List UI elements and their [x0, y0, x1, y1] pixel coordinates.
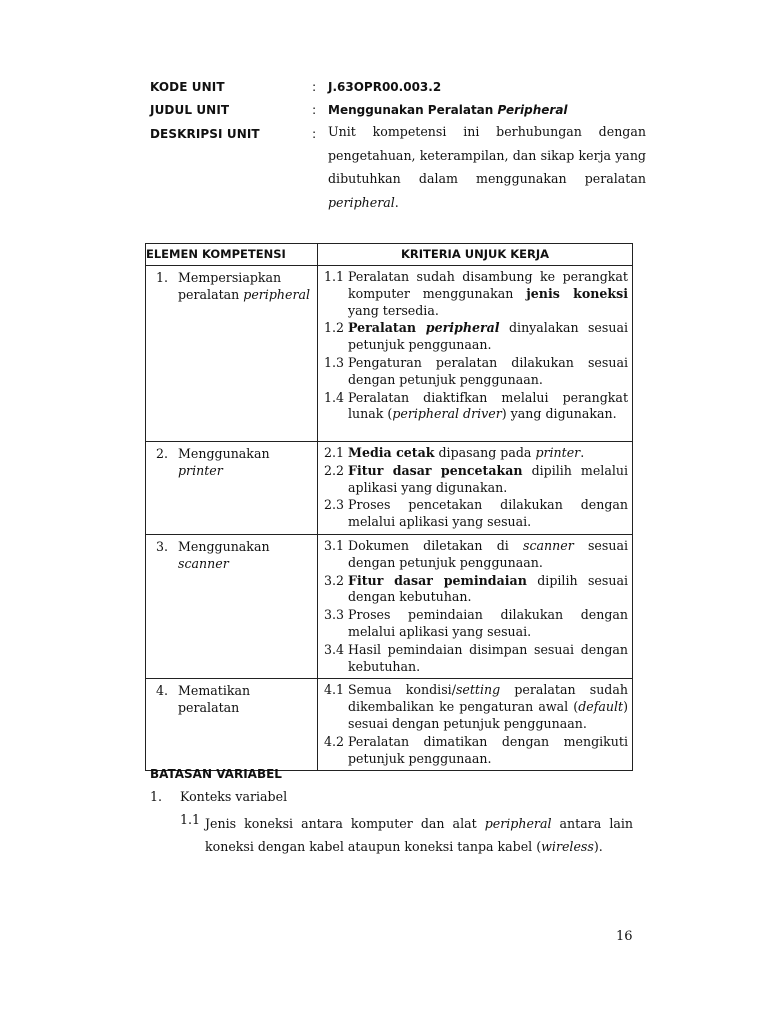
table-row	[146, 679, 633, 771]
element-number: 4.	[156, 683, 169, 699]
batasan-sub-italic: wireless	[541, 839, 594, 854]
criteria-number: 1.2	[324, 320, 345, 336]
criteria-cell	[318, 442, 633, 535]
element-text	[178, 683, 250, 717]
criteria-text-part: dipilih sesuai dengan kebutuhan.	[348, 572, 628, 605]
batasan-sub-italic: peripheral	[484, 816, 552, 831]
col-header-kriteria: KRITERIA UNJUK KERJA	[318, 244, 633, 266]
criteria-item	[324, 390, 628, 424]
batasan-item-number: 1.	[150, 789, 163, 804]
criteria-item	[324, 573, 628, 607]
criteria-number: 3.4	[324, 641, 345, 657]
criteria-number: 1.1	[324, 269, 345, 284]
criteria-text: Hasil pemindaian disimpan sesuai dengan kebutuhan.	[348, 641, 628, 674]
criteria-text-part: peralatan sudah dikembalikan ke pengaturan awal (	[348, 682, 628, 715]
criteria-text-italic: printer	[535, 445, 581, 460]
criteria-text	[348, 390, 628, 424]
element-cell	[146, 679, 318, 771]
batasan-sub-number: 1.1	[180, 812, 201, 827]
criteria-text: Pengaturan peralatan dilakukan sesuai dengan petunjuk penggunaan.	[348, 354, 628, 387]
criteria-text: Proses pencetakan dilakukan dengan melalui aplikasi yang sesuai.	[348, 497, 628, 530]
element-item	[146, 535, 317, 573]
criteria-cell	[318, 534, 633, 678]
criteria-text-part: dipilih melalui aplikasi yang digunakan.	[348, 462, 628, 495]
element-text-a: Menggunakan	[178, 538, 270, 554]
criteria-text	[348, 445, 628, 462]
element-number: 1.	[156, 270, 169, 285]
criteria-number: 1.3	[324, 354, 345, 370]
criteria-text-bold: Media cetak	[348, 445, 435, 460]
deskripsi-line-3: dibutuhkan dalam menggunakan peralatan	[328, 171, 646, 186]
table-row	[146, 266, 633, 442]
deskripsi-unit-colon: :	[312, 126, 317, 141]
criteria-text-part: dipasang pada	[434, 445, 536, 460]
competency-table	[145, 243, 633, 771]
batasan-sub-part: antara lain koneksi dengan kabel ataupun koneksi tanpa kabel (	[205, 816, 633, 854]
page-number: 16	[616, 929, 633, 944]
criteria-item	[324, 463, 628, 497]
criteria-cell	[318, 266, 633, 442]
criteria-text: Proses pemindaian dilakukan dengan melalui aplikasi yang sesuai.	[348, 607, 628, 639]
criteria-text	[348, 269, 628, 319]
element-text-b-italic: peripheral	[243, 286, 311, 302]
criteria-text	[348, 320, 628, 354]
criteria-item	[324, 497, 628, 531]
criteria-text: Peralatan dimatikan dengan mengikuti petunjuk penggunaan.	[348, 733, 628, 766]
table-row	[146, 534, 633, 678]
deskripsi-last-italic: peripheral	[328, 194, 395, 210]
batasan-sub-part: ).	[593, 839, 603, 854]
judul-unit-value	[328, 103, 568, 117]
deskripsi-last-end: .	[394, 194, 399, 210]
criteria-item	[324, 269, 628, 319]
criteria-text-part: Peralatan diaktifkan melalui perangkat lunak (	[348, 389, 628, 422]
criteria-item	[324, 320, 628, 354]
criteria-number: 2.2	[324, 462, 345, 478]
element-text-a: Mempersiapkan	[178, 270, 282, 285]
criteria-item	[324, 682, 628, 732]
element-cell	[146, 266, 318, 442]
element-number: 3.	[156, 538, 169, 554]
element-cell	[146, 534, 318, 678]
criteria-item	[324, 355, 628, 389]
batasan-item-label: Konteks variabel	[180, 789, 288, 804]
criteria-text-part: .	[580, 445, 585, 460]
element-text-b-italic: scanner	[178, 555, 229, 571]
criteria-text-bold: Fitur dasar pencetakan	[348, 462, 523, 478]
element-cell	[146, 442, 318, 535]
criteria-text-bold-italic: peripheral	[425, 320, 500, 336]
criteria-text-part: Peralatan sudah disambung ke perangkat komputer menggunakan	[348, 269, 628, 301]
table-row	[146, 442, 633, 535]
element-text	[178, 539, 270, 573]
criteria-number: 1.4	[324, 389, 345, 405]
col-header-elemen: ELEMEN KOMPETENSI	[146, 244, 318, 266]
criteria-text-bold: Peralatan	[348, 320, 426, 336]
kode-unit-label: KODE UNIT	[150, 80, 225, 94]
element-text-a: Menggunakan	[178, 446, 270, 461]
criteria-text-part: dinyalakan sesuai petunjuk penggunaan.	[348, 320, 628, 353]
criteria-number: 3.2	[324, 572, 345, 588]
element-text	[178, 446, 270, 480]
criteria-text-part: sesuai dengan petunjuk penggunaan.	[348, 537, 628, 570]
element-text-b: peralatan	[178, 286, 244, 302]
element-number: 2.	[156, 446, 169, 461]
batasan-sub-part: Jenis koneksi antara komputer dan alat	[205, 816, 485, 831]
judul-unit-label: JUDUL UNIT	[150, 103, 230, 117]
criteria-text-italic: setting	[455, 682, 501, 698]
element-item	[146, 442, 317, 480]
criteria-item	[324, 642, 628, 676]
judul-unit-colon: :	[312, 102, 317, 117]
kode-unit-colon: :	[312, 79, 317, 94]
criteria-text	[348, 538, 628, 572]
criteria-number: 4.2	[324, 733, 345, 749]
deskripsi-line-2: pengetahuan, keterampilan, dan sikap kerja yang	[328, 147, 646, 163]
criteria-item	[324, 538, 628, 572]
criteria-item	[324, 607, 628, 641]
batasan-sub-text	[205, 812, 633, 858]
criteria-text-italic: default	[578, 699, 624, 715]
element-text-a: Mematikan	[178, 683, 251, 699]
criteria-cell	[318, 679, 633, 771]
criteria-text-italic: peripheral driver	[392, 406, 502, 422]
table-header-row	[146, 244, 633, 266]
judul-unit-value-plain: Menggunakan Peralatan	[328, 103, 498, 117]
element-text-b: peralatan	[178, 700, 240, 716]
criteria-text	[348, 682, 628, 732]
criteria-number: 2.1	[324, 445, 345, 460]
criteria-number: 4.1	[324, 682, 345, 698]
criteria-text-italic: scanner	[523, 537, 574, 553]
deskripsi-unit-text	[328, 120, 646, 214]
kode-unit-value: J.63OPR00.003.2	[328, 80, 442, 94]
criteria-item	[324, 445, 628, 462]
batasan-heading: BATASAN VARIABEL	[150, 767, 282, 781]
criteria-text-part: ) sesuai dengan petunjuk penggunaan.	[348, 699, 628, 731]
criteria-text-bold: jenis koneksi	[526, 285, 628, 301]
judul-unit-value-italic: Peripheral	[497, 103, 568, 117]
criteria-text-part: yang tersedia.	[348, 302, 439, 318]
deskripsi-unit-label: DESKRIPSI UNIT	[150, 127, 260, 141]
element-text-b-italic: printer	[178, 462, 223, 478]
criteria-text-bold: Fitur dasar pemindaian	[348, 572, 527, 588]
criteria-text-part: Dokumen diletakan di	[348, 537, 524, 553]
criteria-text-part: ) yang digunakan.	[501, 406, 617, 422]
deskripsi-line-4	[328, 191, 646, 215]
criteria-text	[348, 573, 628, 607]
element-text	[178, 270, 310, 304]
deskripsi-line-1: Unit kompetensi ini berhubungan dengan	[328, 124, 646, 139]
criteria-number: 3.3	[324, 607, 345, 623]
criteria-number: 3.1	[324, 537, 345, 553]
element-item	[146, 679, 317, 717]
criteria-number: 2.3	[324, 497, 345, 513]
criteria-text	[348, 463, 628, 497]
criteria-item	[324, 734, 628, 768]
element-item	[146, 266, 317, 304]
criteria-text-part: Semua kondisi/	[348, 682, 456, 698]
